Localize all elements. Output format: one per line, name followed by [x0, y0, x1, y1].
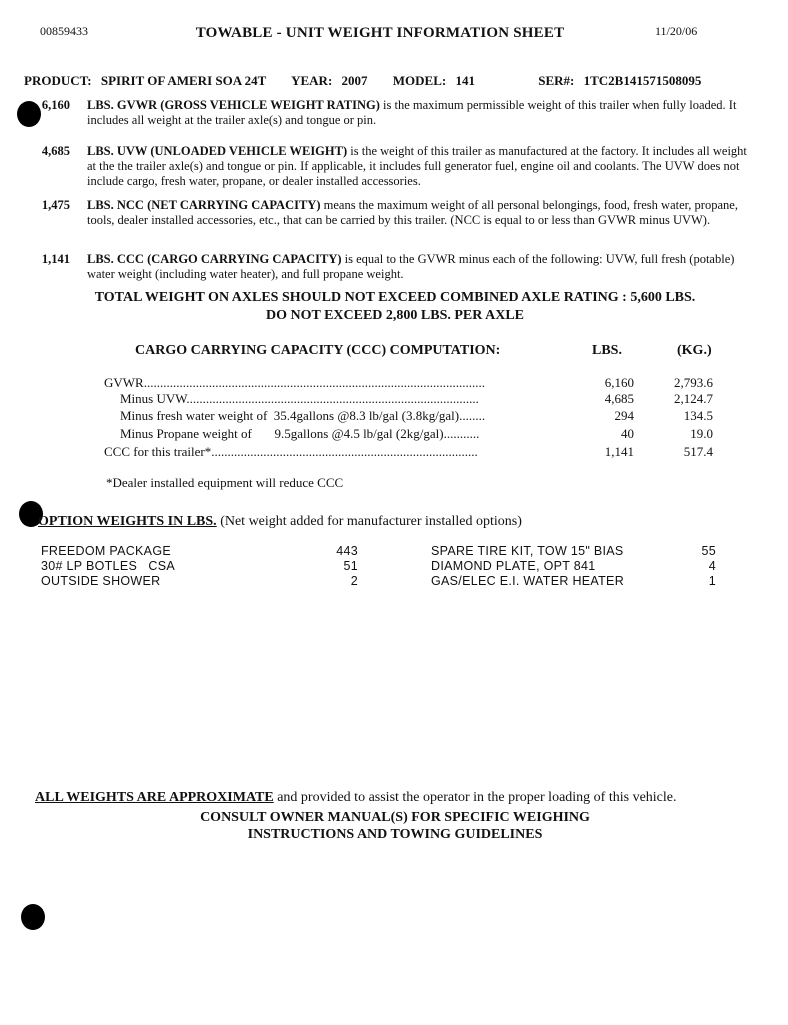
option-name: FREEDOM PACKAGE	[41, 544, 171, 558]
axle-rating-unit: LBS.	[665, 290, 696, 305]
gvwr-value: 6,160	[41, 98, 70, 112]
ccc-row-kg: 134.5	[683, 408, 713, 423]
approximate-notice	[35, 790, 677, 806]
option-weight: 443	[336, 544, 358, 558]
ccc-row-water	[0, 408, 788, 424]
product-line	[24, 73, 707, 89]
ccc-row-lbs: 1,141	[604, 444, 634, 459]
ccc-row-label: Minus Propane weight of 9.5gallons @4.5 lb/gal (2kg/gal)...........	[120, 426, 480, 441]
page-title: TOWABLE - UNIT WEIGHT INFORMATION SHEET	[195, 25, 565, 41]
per-axle-prefix: DO NOT EXCEED	[265, 308, 383, 323]
model-label: MODEL:	[392, 73, 447, 88]
option-name: OUTSIDE SHOWER	[41, 574, 161, 588]
option-name: GAS/ELEC E.I. WATER HEATER	[431, 574, 625, 588]
ncc-term: LBS. NCC (NET CARRYING CAPACITY)	[87, 198, 321, 212]
dealer-note: *Dealer installed equipment will reduce CCC	[106, 475, 344, 490]
per-axle-value: 2,800	[385, 308, 418, 323]
ccc-value: 1,141	[41, 252, 70, 266]
ccc-row-label: GVWR.........................................................................................................	[104, 375, 485, 390]
option-weight: 4	[708, 559, 716, 573]
ccc-row-label: Minus UVW..........................................................................................	[120, 391, 479, 406]
document-date: 11/20/06	[655, 24, 698, 38]
year-value: 2007	[341, 73, 368, 88]
ccc-row-label: CCC for this trailer*..................................................................................	[104, 444, 478, 459]
option-name: 30# LP BOTLES CSA	[41, 559, 176, 573]
ccc-row-kg: 19.0	[690, 426, 713, 441]
ccc-row-lbs: 294	[614, 408, 634, 423]
option-weight: 2	[350, 574, 358, 588]
axle-rating-value: 5,600	[630, 290, 662, 305]
product-label: PRODUCT:	[24, 73, 92, 88]
serial-value: 1TC2B141571508095	[583, 73, 702, 88]
model-value: 141	[455, 73, 475, 88]
ccc-term: LBS. CCC (CARGO CARRYING CAPACITY)	[87, 252, 342, 266]
uvw-text: is the weight of this trailer as manufactured at the factory. It includes all weight at the the trailer axle(s) and tongue or pin. If applicable, it includes full generator fuel, engine oil and coolants. The UVW does not include cargo, fresh water, propane, or dealer installed accessories.	[87, 144, 747, 188]
option-weight: 55	[701, 544, 716, 558]
document-id: 00859433	[40, 24, 88, 38]
ccc-col-kg: (KG.)	[677, 343, 712, 358]
ccc-row-gvwr	[0, 375, 788, 391]
options-heading: OPTION WEIGHTS IN LBS.	[38, 514, 217, 529]
approximate-heading: ALL WEIGHTS ARE APPROXIMATE	[35, 790, 274, 805]
option-row	[41, 544, 171, 558]
consult-line-2: INSTRUCTIONS AND TOWING GUIDELINES	[247, 827, 543, 842]
ccc-row-total	[0, 444, 788, 460]
gvwr-term: LBS. GVWR (GROSS VEHICLE WEIGHT RATING)	[87, 98, 380, 112]
product-value: SPIRIT OF AMERI SOA 24T	[100, 73, 267, 88]
per-axle-line	[0, 308, 788, 324]
option-row	[41, 559, 175, 573]
uvw-value: 4,685	[41, 144, 70, 158]
options-subtitle: (Net weight added for manufacturer installed options)	[216, 514, 522, 529]
ncc-text: means the maximum weight of all personal belongings, food, fresh water, propane, tools, dealer installed accessories, etc., that can be carried by this trailer. (NCC is equal to or less than GVWR minus UVW).	[87, 198, 738, 227]
uvw-term: LBS. UVW (UNLOADED VEHICLE WEIGHT)	[87, 144, 348, 158]
ccc-row-kg: 2,124.7	[674, 391, 713, 406]
ccc-col-lbs: LBS.	[592, 343, 622, 358]
punch-hole-bottom	[21, 904, 45, 930]
option-weight: 51	[343, 559, 358, 573]
ccc-row-uvw	[0, 391, 788, 407]
per-axle-suffix: LBS. PER AXLE	[420, 308, 525, 323]
ccc-row-kg: 2,793.6	[674, 375, 713, 390]
axle-rating-text: TOTAL WEIGHT ON AXLES SHOULD NOT EXCEED COMBINED AXLE RATING :	[94, 290, 627, 305]
year-label: YEAR:	[291, 73, 333, 88]
ccc-text: is equal to the GVWR minus each of the following: UVW, full fresh (potable) water weight (including water heater), and full propane weight.	[87, 252, 735, 281]
option-name: SPARE TIRE KIT, TOW 15" BIAS	[431, 544, 624, 558]
consult-line-1: CONSULT OWNER MANUAL(S) FOR SPECIFIC WEIGHING	[200, 810, 590, 825]
option-weight: 1	[708, 574, 716, 588]
serial-label: SER#:	[538, 73, 575, 88]
ccc-row-propane	[0, 426, 788, 442]
options-title	[38, 514, 522, 530]
ccc-row-lbs: 40	[621, 426, 634, 441]
approximate-text: and provided to assist the operator in the proper loading of this vehicle.	[273, 790, 677, 805]
option-row	[41, 574, 160, 588]
ccc-row-kg: 517.4	[683, 444, 713, 459]
option-row	[431, 559, 596, 573]
option-row	[431, 574, 624, 588]
ncc-value: 1,475	[41, 198, 70, 212]
ccc-row-lbs: 6,160	[604, 375, 634, 390]
ccc-row-label: Minus fresh water weight of 35.4gallons @8.3 lb/gal (3.8kg/gal)........	[120, 408, 486, 423]
gvwr-text: is the maximum permissible weight of this trailer when fully loaded. It includes all weight at the trailer axle(s) and tongue or pin.	[87, 98, 737, 127]
option-row	[431, 544, 624, 558]
ccc-heading: CARGO CARRYING CAPACITY (CCC) COMPUTATION:	[135, 343, 501, 358]
ccc-row-lbs: 4,685	[604, 391, 634, 406]
option-name: DIAMOND PLATE, OPT 841	[431, 559, 596, 573]
axle-rating-line	[0, 290, 788, 306]
